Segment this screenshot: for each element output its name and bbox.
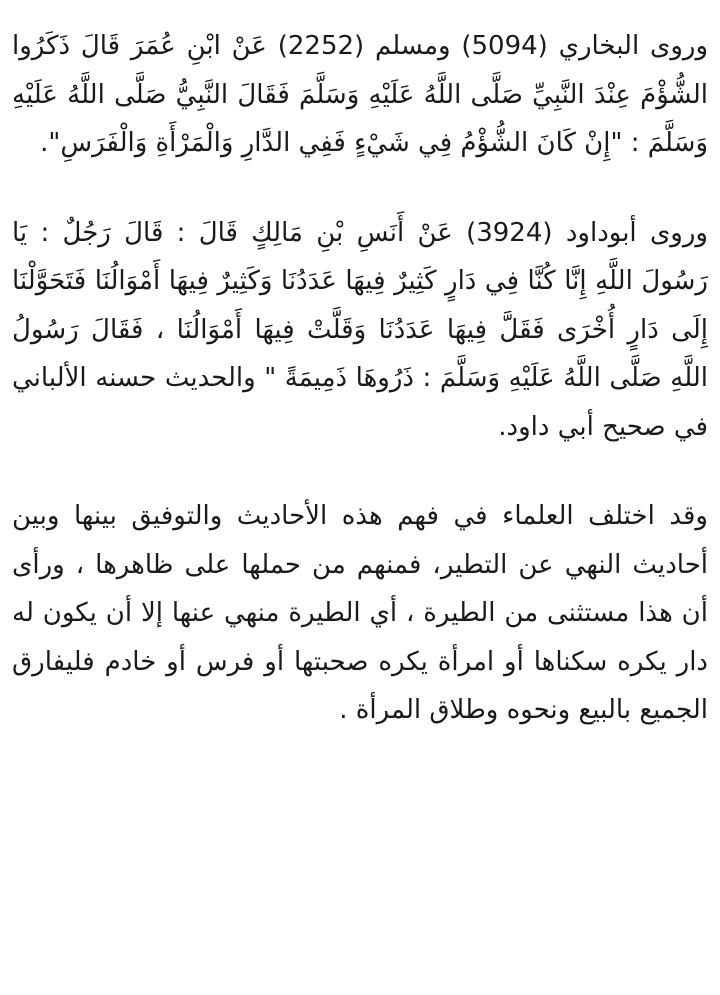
- paragraph-hadith-abu-dawud: وروى أبوداود (3924) عَنْ أَنَسِ بْنِ مَالِكٍ قَالَ : قَالَ رَجُلٌ : يَا رَسُولَ اللَّهِ إِنَّا كُنَّا فِي دَارٍ كَثِيرٌ فِيهَا عَدَدُنَا وَكَثِيرٌ فِيهَا أَمْوَالُنَا فَتَحَوَّلْنَا إِلَى دَارٍ أُخْرَى فَقَلَّ فِيهَا عَدَدُنَا وَقَلَّتْ فِيهَا أَمْوَالُنَا ، فَقَالَ رَسُولُ اللَّهِ صَلَّى اللَّهُ عَلَيْهِ وَسَلَّمَ : ذَرُوهَا ذَمِيمَةً " والحديث حسنه الألباني في صحيح أبي داود.: [12, 217, 708, 442]
- paragraph-scholars-commentary: وقد اختلف العلماء في فهم هذه الأحاديث والتوفيق بينها وبين أحاديث النهي عن التطير، فمنهم من حملها على ظاهرها ، ورأى أن هذا مستثنى من الطيرة ، أي الطيرة منهي عنها إلا أن يكون له دار يكره سكناها أو امرأة يكره صحبتها أو فرس أو خادم فليفارق الجميع بالبيع ونحوه وطلاق المرأة .: [12, 501, 708, 725]
- paragraph-hadith-bukhari-muslim: وروى البخاري (5094) ومسلم (2252) عَنْ ابْنِ عُمَرَ قَالَ ذَكَرُوا الشُّؤْمَ عِنْدَ النَّبِيِّ صَلَّى اللَّهُ عَلَيْهِ وَسَلَّمَ فَقَالَ النَّبِيُّ صَلَّى اللَّهُ عَلَيْهِ وَسَلَّمَ : "إِنْ كَانَ الشُّؤْمُ فِي شَيْءٍ فَفِي الدَّارِ وَالْمَرْأَةِ وَالْفَرَسِ".: [12, 31, 708, 158]
- document-page: [12, 22, 708, 735]
